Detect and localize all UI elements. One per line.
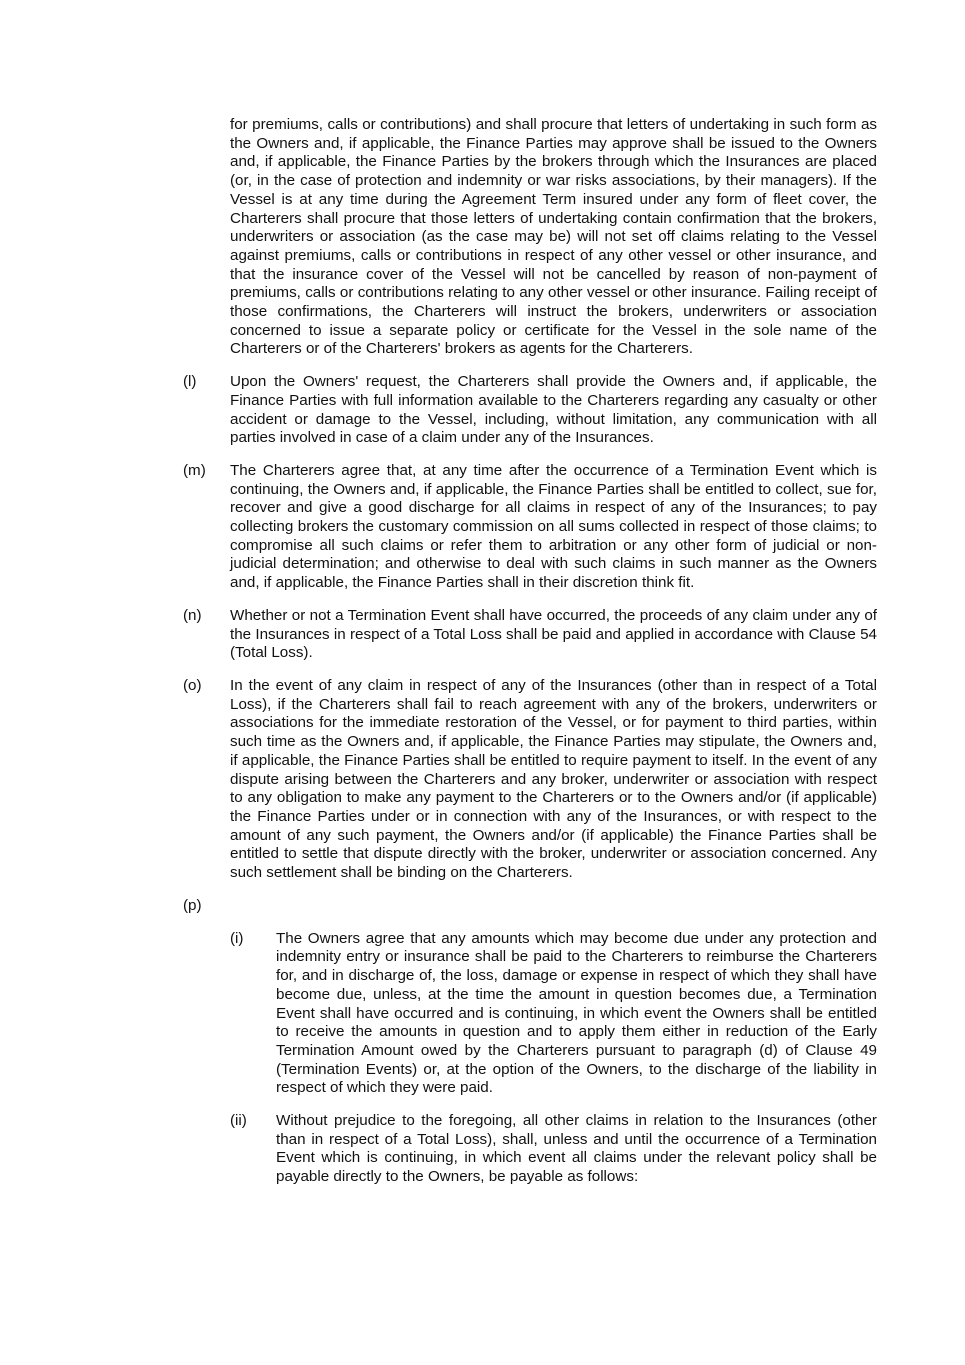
clause-item-p	[183, 897, 877, 916]
clause-text: The Charterers agree that, at any time after the occurrence of a Termination Event which is continuing, the Owners and, if applicable, the Finance Parties shall be entitled to collect, sue for, recover and give a good discharge for all claims in respect of any of the Insurances; to pay collecting brokers the customary commission on all sums collected in respect of those claims; to compromise all such claims or refer them to arbitration or any other form of judicial or non-judicial determination; and otherwise to deal with such claims in such manner as the Owners and, if applicable, the Finance Parties shall in their discretion think fit.	[230, 461, 877, 592]
subclause-label: (ii)	[230, 1112, 247, 1130]
clause-item-m	[183, 462, 877, 593]
document-body	[183, 116, 877, 1187]
clause-text: Whether or not a Termination Event shall have occurred, the proceeds of any claim under any of the Insurances in respect of a Total Loss shall be paid and applied in accordance with Clause 54 (Total Loss).	[230, 606, 877, 662]
clause-item-n	[183, 607, 877, 663]
subclause-item-ii	[230, 1112, 877, 1187]
clause-label: (l)	[183, 373, 197, 391]
subclause-text: The Owners agree that any amounts which may become due under any protection and indemnity entry or insurance shall be paid to the Charterers to reimburse the Charterers for, and in discharge of, the loss, damage or expense in respect of which they shall have become due, unless, at the time the amount in question becomes due, a Termination Event shall have occurred and is continuing, in which event the Owners shall be entitled to receive the amounts in question and to apply them either in reduction of the Early Termination Amount owed by the Charterers pursuant to paragraph (d) of Clause 49 (Termination Events) or, at the option of the Owners, to the discharge of the liability in respect of which they were paid.	[276, 929, 877, 1097]
clause-label: (o)	[183, 676, 202, 694]
subclause-text: Without prejudice to the foregoing, all other claims in relation to the Insurances (other than in respect of a Total Loss), shall, unless and until the occurrence of a Termination Event which is continuing, in which event all claims under the relevant policy shall be payable directly to the Owners, be payable as follows:	[276, 1112, 877, 1186]
continued-paragraph: for premiums, calls or contributions) and shall procure that letters of undertaking in such form as the Owners and, if applicable, the Finance Parties may approve shall be issued to the Owners and, if applicable, the Finance Parties by the brokers through which the Insurances are placed (or, in the case of protection and indemnity or war risks associations, by their managers). If the Vessel is at any time during the Agreement Term insured under any form of fleet cover, the Charterers shall procure that those letters of undertaking contain confirmation that the brokers, underwriters or association (as the case may be) will not set off claims relating to the Vessel against premiums, calls or contributions in respect of any other vessel or other insurance, and that the insurance cover of the Vessel will not be cancelled by reason of non-payment of premiums, calls or contributions relating to any other vessel or other insurance. Failing receipt of those confirmations, the Charterers will instruct the brokers, underwriters or association concerned to issue a separate policy or certificate for the Vessel in the sole name of the Charterers or of the Charterers' brokers as agents for the Charterers.	[230, 116, 877, 358]
clause-item-o	[183, 677, 877, 883]
subclause-item-i	[230, 930, 877, 1098]
subclause-label: (i)	[230, 929, 244, 947]
clause-label: (n)	[183, 606, 202, 624]
clause-text: Upon the Owners' request, the Charterers shall provide the Owners and, if applicable, the Finance Parties with full information available to the Charterers regarding any casualty or other accident or damage to the Vessel, including, without limitation, any communication with all parties involved in case of a claim under any of the Insurances.	[230, 373, 877, 447]
clause-label: (p)	[183, 896, 202, 914]
clause-label: (m)	[183, 461, 206, 479]
clause-item-l	[183, 373, 877, 448]
clause-text: In the event of any claim in respect of any of the Insurances (other than in respect of a Total Loss), if the Charterers shall fail to reach agreement with any of the brokers, underwriters or associations for the immediate restoration of the Vessel, or for payment to third parties, within such time as the Owners and, if applicable, the Finance Parties may stipulate, the Owners and, if applicable, the Finance Parties shall be entitled to require payment to itself. In the event of any dispute arising between the Charterers and any broker, underwriter or association with respect to any obligation to make any payment to the Charterers or to the Owners and/or (if applicable) the Finance Parties under or in connection with any of the Insurances, or with respect to the amount of any such payment, the Owners and/or (if applicable) the Finance Parties shall be entitled to settle that dispute directly with the broker, underwriter or association concerned. Any such settlement shall be binding on the Charterers.	[230, 676, 877, 882]
